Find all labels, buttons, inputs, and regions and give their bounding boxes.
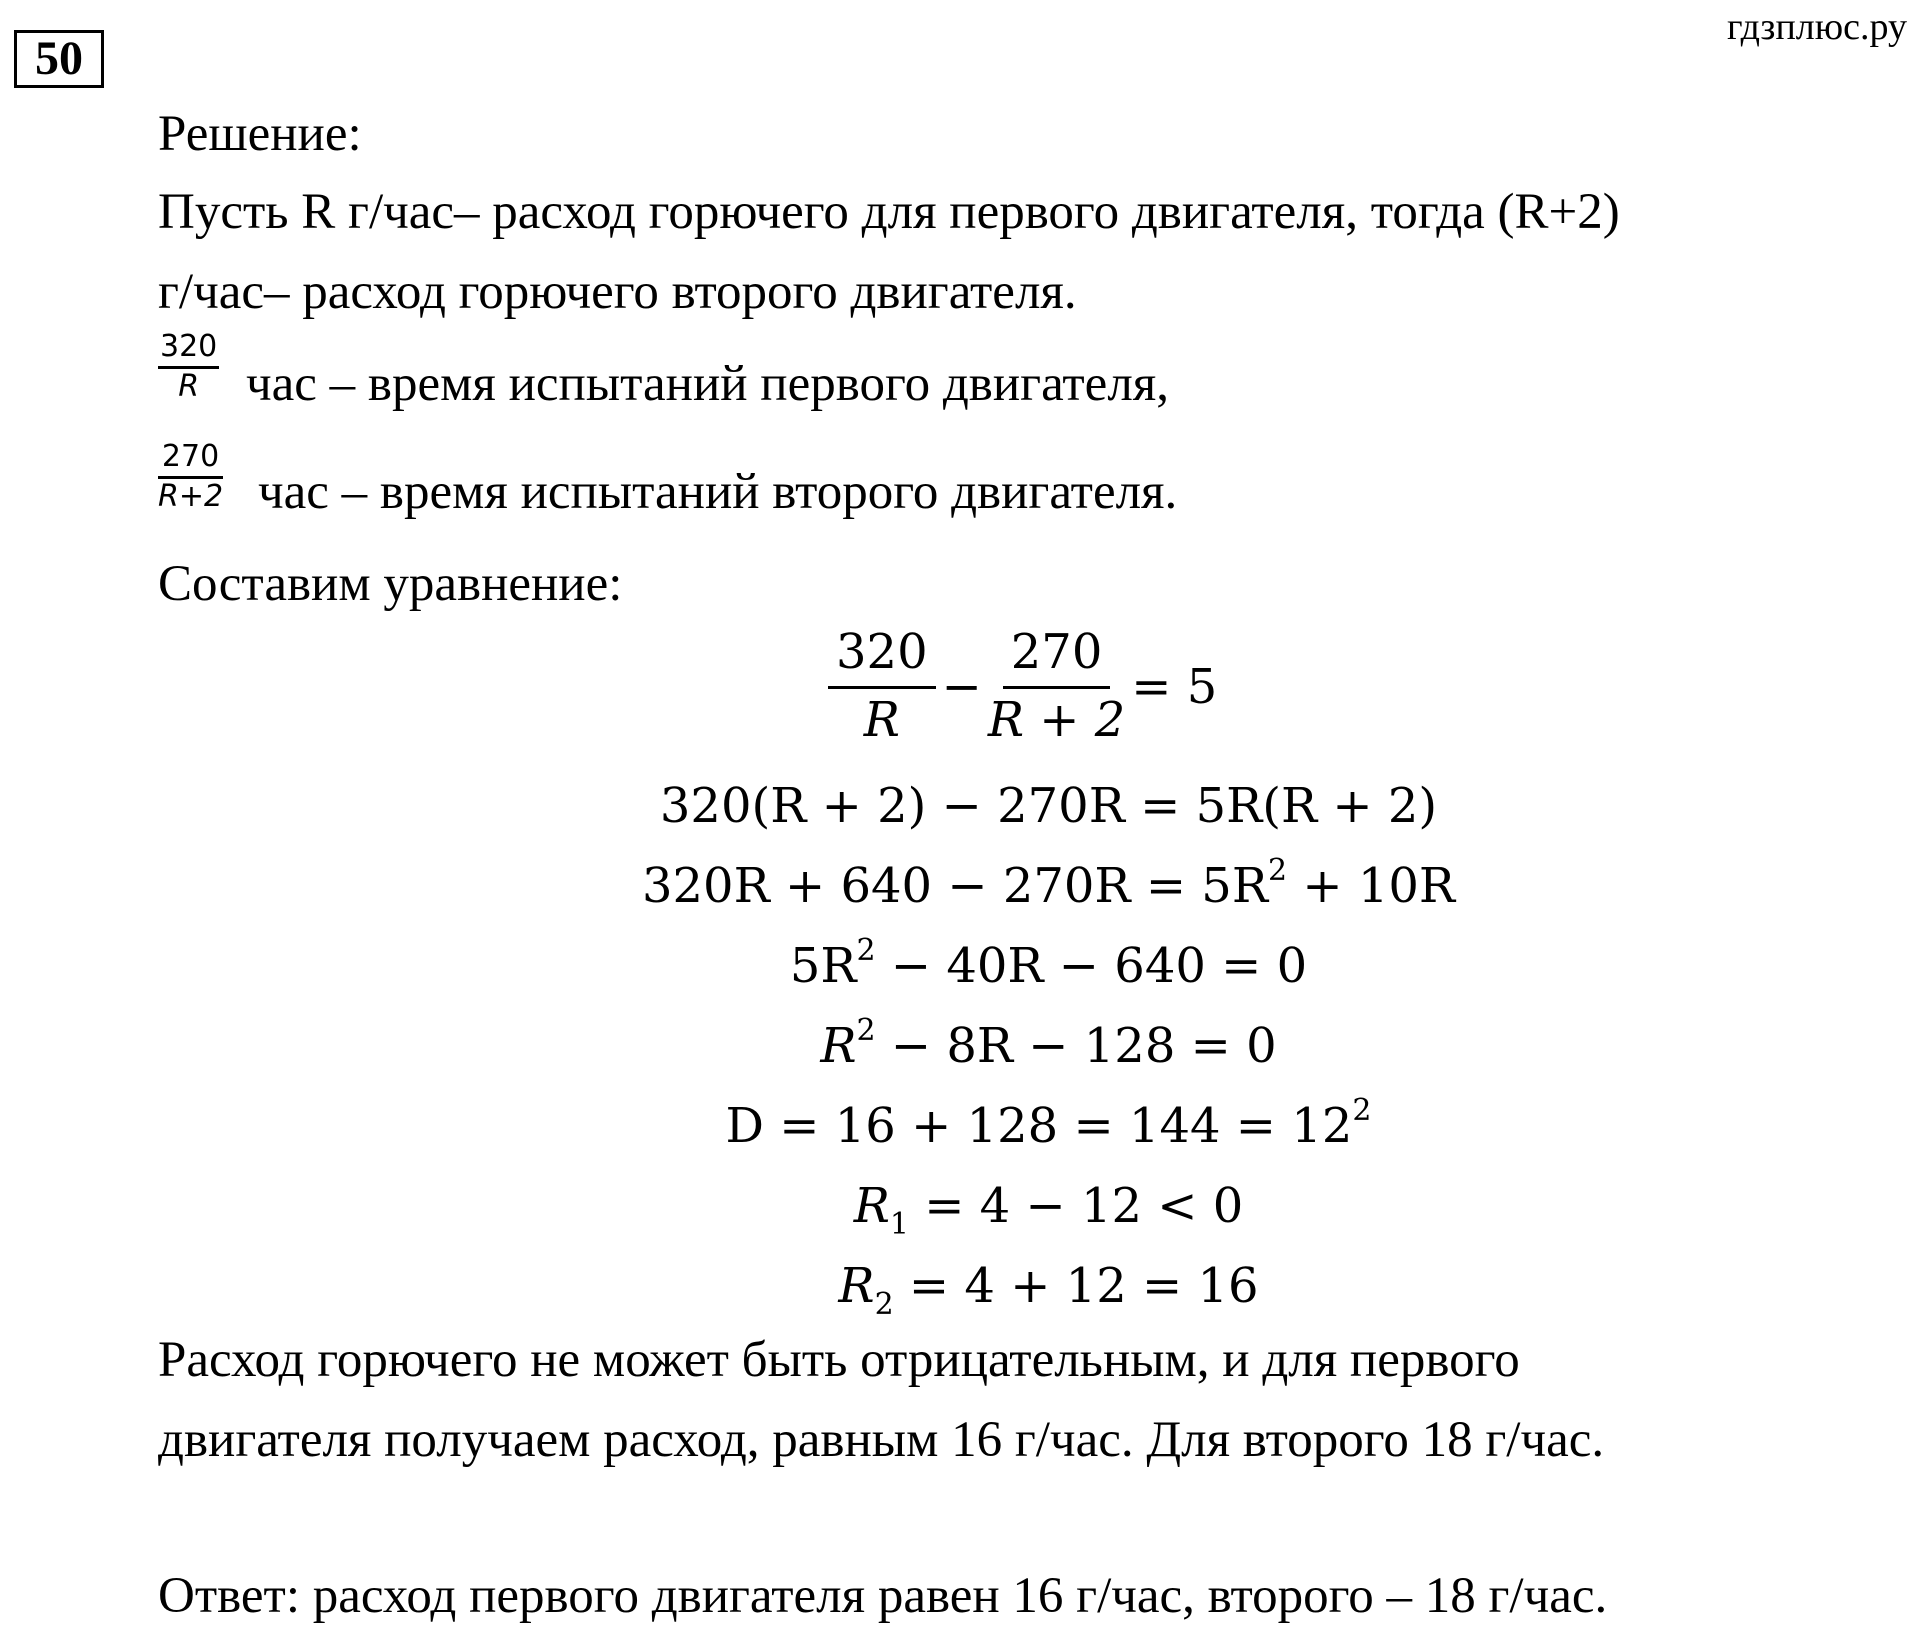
- fraction-320-over-r: [828, 622, 936, 751]
- step-7-root-2: $R_2 = 4 + 12 = 16$: [838, 1258, 1259, 1322]
- frac1-numerator: 320: [828, 622, 936, 689]
- time2-fraction: [158, 440, 223, 515]
- step-1: 320(R + 2) − 270R = 5R(R + 2): [659, 778, 1438, 834]
- equation-rhs: = 5: [1131, 658, 1218, 715]
- conclusion-line-1: Расход горючего не может быть отрицательным, и для первого: [158, 1332, 1520, 1388]
- answer: Ответ: расход первого двигателя равен 16 г/час, второго – 18 г/час.: [158, 1568, 1608, 1624]
- time2-text: час – время испытаний второго двигателя.: [258, 464, 1178, 520]
- time1-denominator: R: [178, 369, 200, 404]
- step-3: $5R^2 - 40R - 640 = 0$: [789, 933, 1308, 994]
- fraction-270-over-r-plus-2: [988, 622, 1125, 751]
- text-line-2: г/час– расход горючего второго двигателя.: [158, 264, 1077, 320]
- site-watermark: гдзплюс.ру: [1726, 6, 1907, 48]
- conclusion-line-2: двигателя получаем расход, равным 16 г/час. Для второго 18 г/час.: [158, 1412, 1605, 1468]
- compose-equation: Составим уравнение:: [158, 556, 623, 612]
- solution-heading: Решение:: [158, 106, 362, 162]
- text-line-1: Пусть R г/час– расход горючего для первого двигателя, тогда (R+2): [158, 184, 1620, 240]
- minus-sign: −: [941, 658, 982, 715]
- frac2-numerator: 270: [1003, 622, 1111, 689]
- frac1-denominator: R: [863, 692, 900, 748]
- step-6-root-1: $R_1 = 4 - 12 < 0$: [853, 1178, 1244, 1242]
- time2-denominator: R+2: [158, 479, 224, 514]
- problem-number: 50: [14, 30, 104, 88]
- time2-numerator: 270: [158, 440, 223, 479]
- main-equation: [828, 622, 1223, 751]
- frac2-denominator: R + 2: [987, 692, 1126, 748]
- step-5-discriminant: $D = 16 + 128 = 144 = 12^2$: [725, 1093, 1372, 1154]
- time1-numerator: 320: [158, 330, 219, 369]
- time1-fraction: [158, 330, 219, 405]
- step-2: $320R + 640 - 270R = 5R^2 + 10R$: [641, 853, 1456, 914]
- time1-text: час – время испытаний первого двигателя,: [246, 356, 1169, 412]
- step-4: $R^2 - 8R - 128 = 0$: [820, 1013, 1277, 1074]
